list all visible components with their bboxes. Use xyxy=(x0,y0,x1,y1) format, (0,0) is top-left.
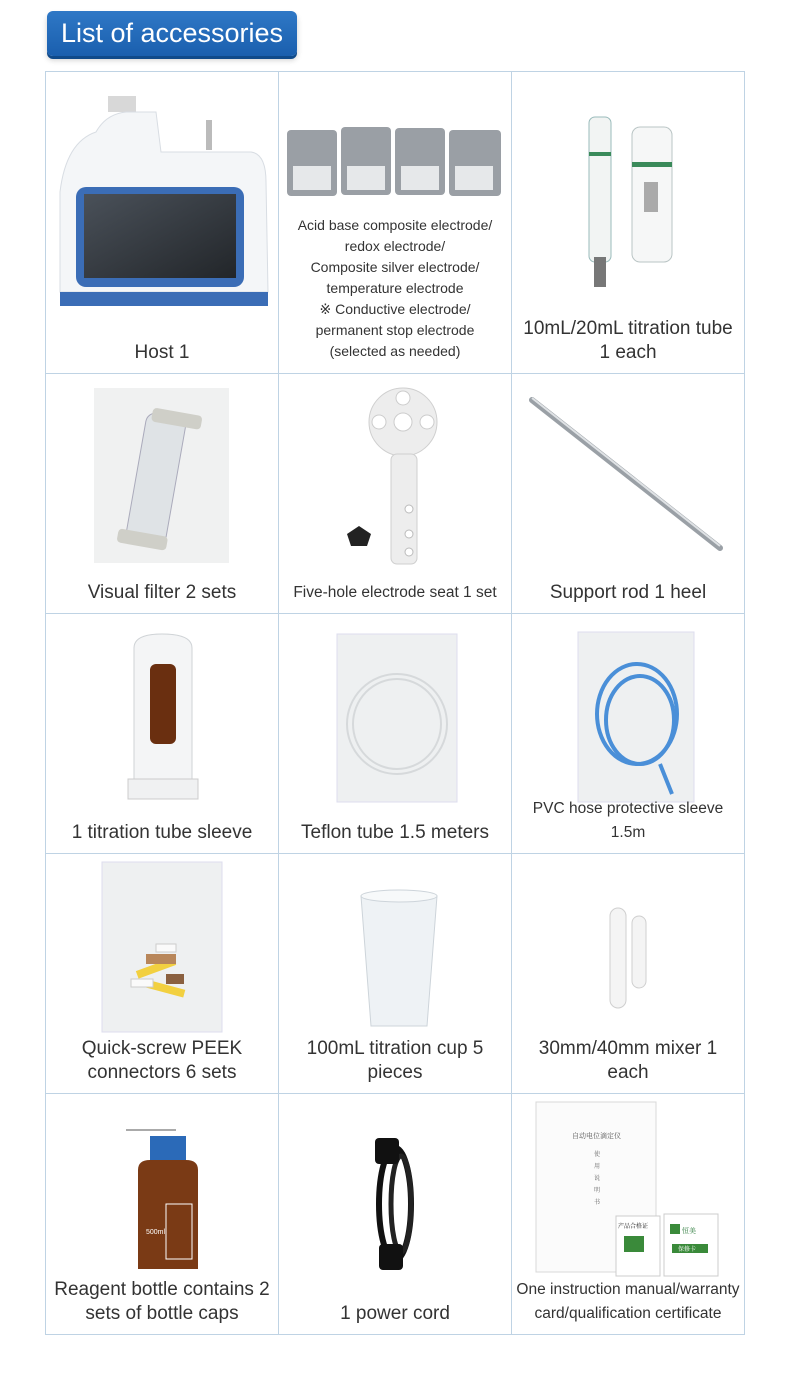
item-titration-tubes xyxy=(512,72,745,374)
item-caption: Host 1 xyxy=(134,342,190,363)
cert-label: 产品合格证 xyxy=(618,1223,649,1230)
item-manual xyxy=(512,1094,745,1335)
bottle-volume-mark: 500ml xyxy=(146,1229,166,1236)
item-host xyxy=(46,72,279,374)
svg-text:书: 书 xyxy=(594,1199,601,1206)
item-mixer xyxy=(512,854,745,1094)
item-caption: PVC hose protective sleeve 1.5m xyxy=(532,800,724,841)
item-support-rod xyxy=(512,374,745,614)
item-caption: 1 power cord xyxy=(340,1303,450,1324)
item-visual-filter xyxy=(46,374,279,614)
section-title: List of accessories xyxy=(47,11,297,56)
item-caption: Teflon tube 1.5 meters xyxy=(301,822,489,843)
warranty-label: 保修卡 xyxy=(678,1246,697,1253)
item-titration-cup xyxy=(279,854,512,1094)
item-peek-connectors xyxy=(46,854,279,1094)
item-caption: 30mm/40mm mixer 1 each xyxy=(538,1038,718,1083)
item-caption: Reagent bottle contains 2 sets of bottle caps xyxy=(54,1279,270,1324)
item-caption: Quick-screw PEEK connectors 6 sets xyxy=(81,1038,243,1083)
brand-label: 恒美 xyxy=(682,1227,696,1235)
item-caption: 10mL/20mL titration tube 1 each xyxy=(523,318,733,363)
item-power-cord xyxy=(279,1094,512,1335)
svg-text:使: 使 xyxy=(594,1151,601,1158)
electrode-seat-image xyxy=(279,374,511,609)
item-electrodes xyxy=(279,72,512,374)
item-electrode-seat xyxy=(279,374,512,614)
item-caption: 1 titration tube sleeve xyxy=(71,822,253,843)
item-caption: 100mL titration cup 5 pieces xyxy=(306,1038,484,1083)
tube-sleeve-image xyxy=(46,614,278,849)
item-caption: Five-hole electrode seat 1 set xyxy=(293,584,497,601)
item-caption: Visual filter 2 sets xyxy=(87,582,237,603)
manual-doc-title: 自动电位滴定仪 xyxy=(572,1132,621,1140)
teflon-tube-image xyxy=(279,614,511,849)
item-caption: One instruction manual/warranty card/qualification certificate xyxy=(516,1281,740,1322)
svg-text:说: 说 xyxy=(594,1175,601,1182)
item-tube-sleeve xyxy=(46,614,279,854)
titrator-host-image xyxy=(46,72,278,307)
power-cord-image xyxy=(279,1094,511,1329)
item-pvc-hose xyxy=(512,614,745,854)
electrode-description: Acid base composite electrode/ redox electrode/ Composite silver electrode/ temperature electrode ※ Conductive electrode/ permanent stop electrode (selected as needed) xyxy=(297,217,493,359)
visual-filter-image xyxy=(46,374,278,609)
accessories-grid xyxy=(45,71,745,1335)
titration-tubes-image xyxy=(512,72,744,307)
item-caption: Support rod 1 heel xyxy=(549,582,707,603)
item-reagent-bottle xyxy=(46,1094,279,1335)
svg-text:用: 用 xyxy=(594,1163,601,1170)
svg-text:明: 明 xyxy=(594,1187,601,1194)
support-rod-image xyxy=(512,374,744,609)
item-teflon-tube xyxy=(279,614,512,854)
